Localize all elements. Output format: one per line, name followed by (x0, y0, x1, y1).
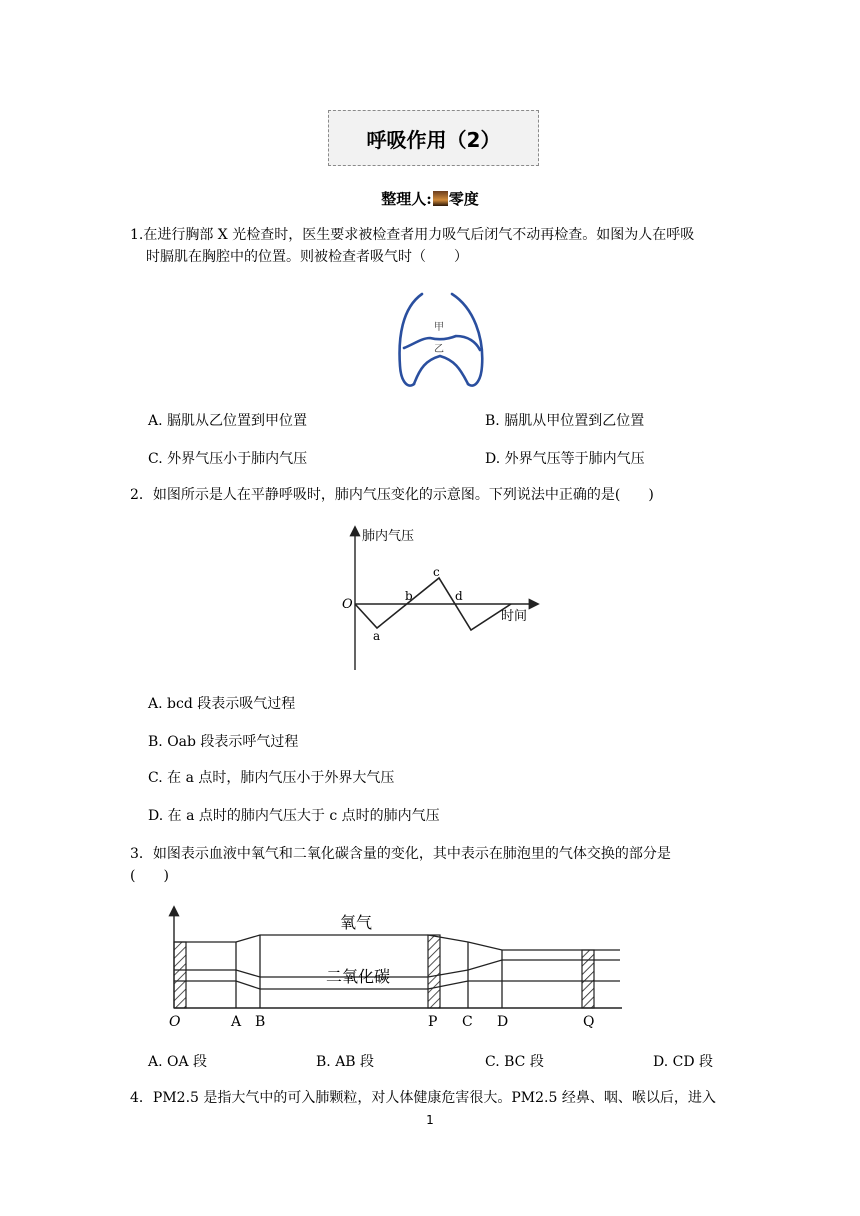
q3-tick-p: P (428, 1014, 438, 1030)
q3-oxygen-label: 氧气 (340, 913, 373, 932)
q1-stem-line1: 1.在进行胸部 X 光检查时，医生要求被检查者用力吸气后闭气不动再检查。如图为人在呼吸 (130, 227, 695, 243)
q2-point-b: b (405, 589, 413, 603)
author-name: 零度 (448, 190, 479, 208)
q2-ylabel: 肺内气压 (362, 529, 415, 544)
q3-tick-b: B (255, 1014, 266, 1030)
q2-stem: 2．如图所示是人在平静呼吸时，肺内气压变化的示意图。下列说法中正确的是( ) (130, 487, 654, 503)
q2-point-c: c (433, 565, 440, 579)
q1-label-yi: 乙 (434, 344, 444, 355)
q3-hatch-q (582, 950, 594, 1008)
q2-pressure-chart (335, 522, 545, 674)
q3-tick-a: A (231, 1014, 242, 1030)
q3-vessel-top-line (174, 935, 620, 950)
q2-option-b: B. Oab 段表示呼气过程 (148, 734, 299, 750)
q2-point-d: d (455, 589, 463, 603)
q1-stem-line2: 时膈肌在胸腔中的位置。则被检查者吸气时（ ） (146, 249, 468, 265)
q4-stem: 4．PM2.5 是指大气中的可入肺颗粒，对人体健康危害很大。PM2.5 经鼻、咽、喉以后，进入 (130, 1090, 716, 1106)
q1-option-d: D. 外界气压等于肺内气压 (485, 451, 645, 467)
page-title (328, 110, 539, 166)
q3-co2-label: 二氧化碳 (326, 967, 391, 986)
q3-tick-q: Q (583, 1014, 595, 1030)
title-text: 呼吸作用（2） (366, 127, 501, 152)
author-avatar-icon (433, 191, 448, 206)
q1-option-c: C. 外界气压小于肺内气压 (148, 451, 308, 467)
q2-option-c: C. 在 a 点时，肺内气压小于外界大气压 (148, 770, 395, 786)
q3-option-b: B. AB 段 (316, 1054, 375, 1070)
q1-chest-right-wall (452, 294, 482, 386)
q3-tick-o: O (169, 1014, 181, 1030)
page-number: 1 (426, 1113, 434, 1127)
q1-diaphragm-jia (414, 356, 468, 384)
q3-hatch-o (174, 942, 186, 1008)
author-line (0, 188, 860, 209)
q3-hatch-p (428, 935, 440, 1008)
q3-option-a: A. OA 段 (148, 1054, 208, 1070)
q3-tick-d: D (497, 1014, 509, 1030)
q3-tick-c: C (462, 1014, 473, 1030)
q3-vessel-bottom-line (174, 981, 620, 989)
q3-option-d: D. CD 段 (653, 1054, 714, 1070)
q1-diaphragm-figure (394, 290, 490, 394)
q2-point-a: a (373, 629, 381, 643)
q3-stem-line1: 3．如图表示血液中氧气和二氧化碳含量的变化，其中表示在肺泡里的气体交换的部分是 (130, 846, 671, 862)
q3-stem-line2: ( ) (130, 868, 169, 884)
q3-blood-gas-figure (160, 904, 632, 1030)
q1-label-jia: 甲 (434, 322, 444, 333)
q1-option-a: A. 膈肌从乙位置到甲位置 (148, 413, 308, 429)
q3-vessel-middle-line (174, 960, 620, 977)
q2-option-a: A. bcd 段表示吸气过程 (148, 696, 296, 712)
author-prefix: 整理人: (381, 190, 432, 208)
q3-option-c: C. BC 段 (485, 1054, 544, 1070)
q2-xlabel: 时间 (501, 609, 528, 624)
q2-origin-label: O (342, 597, 353, 612)
q2-option-d: D. 在 a 点时的肺内气压大于 c 点时的肺内气压 (148, 808, 440, 824)
q1-option-b: B. 膈肌从甲位置到乙位置 (485, 413, 645, 429)
